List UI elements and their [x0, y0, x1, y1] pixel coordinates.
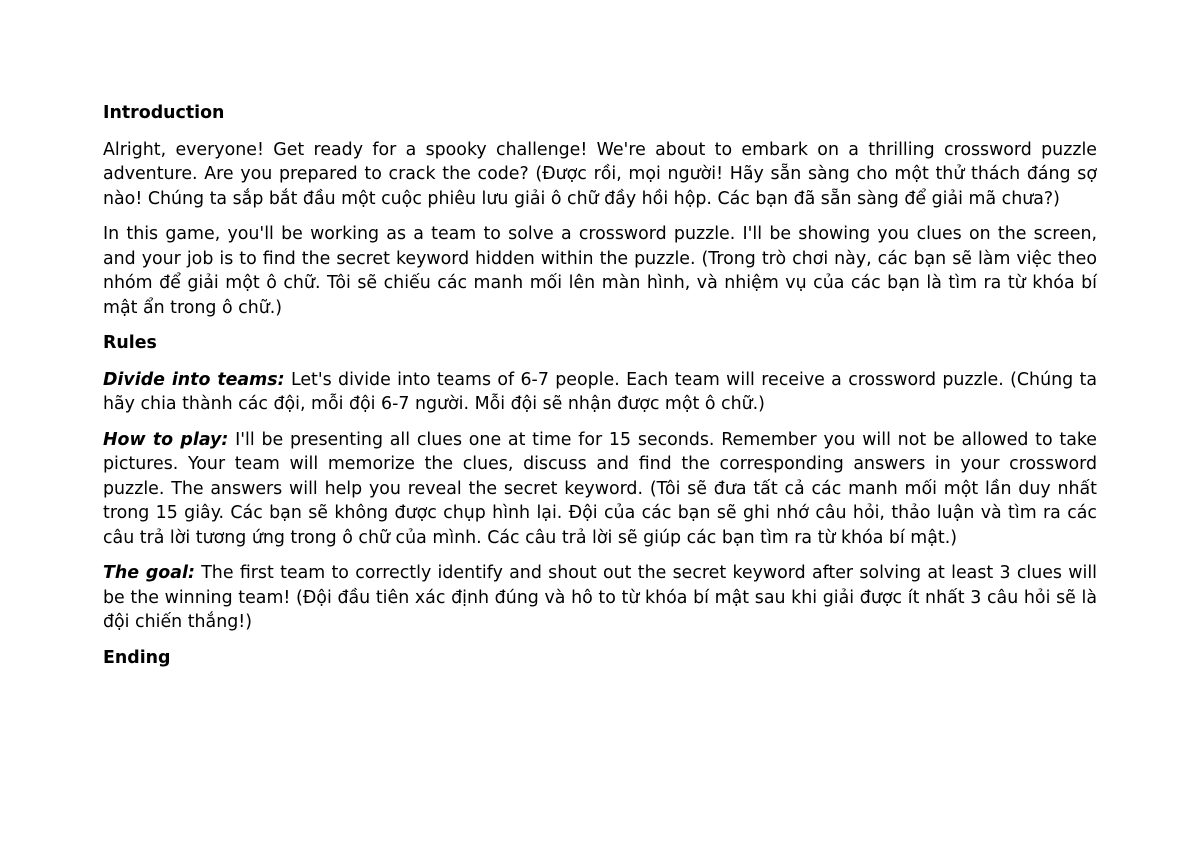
rule-text-divide: Let's divide into teams of 6-7 people. Each team will receive a crossword puzzle. (Chúng ta hãy chia thành các đội, mỗi đội 6-7 người. Mỗi đội sẽ nhận được một ô chữ.)	[103, 369, 1097, 414]
heading-ending: Ending	[103, 647, 171, 668]
rule-text-goal: The first team to correctly identify and shout out the secret keyword after solving at least 3 clues will be the winning team! (Đội đầu tiên xác định đúng và hô to từ khóa bí mật sau khi giải được ít nhất 3 câu hỏi sẽ là đội chiến thắng!)	[103, 563, 1097, 632]
rule-lead-how-to-play: How to play:	[103, 429, 229, 450]
rule-divide-into-teams	[103, 368, 1097, 417]
rule-how-to-play	[103, 428, 1097, 551]
rule-text-how-to-play: I'll be presenting all clues one at time for 15 seconds. Remember you will not be allowed to take pictures. Your team will memorize the clues, discuss and find the corresponding answers in your crossword puzzle. The answers will help you reveal the secret keyword. (Tôi sẽ đưa tất cả các manh mối một lần duy nhất trong 15 giây. Các bạn sẽ không được chụp hình lại. Đội của các bạn sẽ ghi nhớ câu hỏi, thảo luận và tìm ra các câu trả lời tương ứng trong ô chữ của mình. Các câu trả lời sẽ giúp các bạn tìm ra từ khóa bí mật.)	[103, 429, 1098, 548]
heading-rules: Rules	[103, 333, 157, 353]
document-page	[103, 101, 1097, 682]
heading-introduction: Introduction	[103, 103, 225, 123]
rule-lead-divide: Divide into teams:	[103, 369, 285, 390]
rule-the-goal	[103, 561, 1097, 635]
rule-lead-goal: The goal:	[103, 563, 195, 583]
intro-paragraph-1: Alright, everyone! Get ready for a spooky challenge! We're about to embark on a thrilling crossword puzzle adventure. Are you prepared to crack the code? (Được rồi, mọi người! Hãy sẵn sàng cho một thử thách đáng sợ nào! Chúng ta sắp bắt đầu một cuộc phiêu lưu giải ô chữ đầy hồi hộp. Các bạn đã sẵn sàng để giải mã chưa?)	[103, 139, 1097, 209]
intro-paragraph-2: In this game, you'll be working as a team to solve a crossword puzzle. I'll be showing you clues on the screen, and your job is to find the secret keyword hidden within the puzzle. (Trong trò chơi này, các bạn sẽ làm việc theo nhóm để giải một ô chữ. Tôi sẽ chiếu các manh mối lên màn hình, và nhiệm vụ của các bạn là tìm ra từ khóa bí mật ẩn trong ô chữ.)	[103, 224, 1097, 318]
